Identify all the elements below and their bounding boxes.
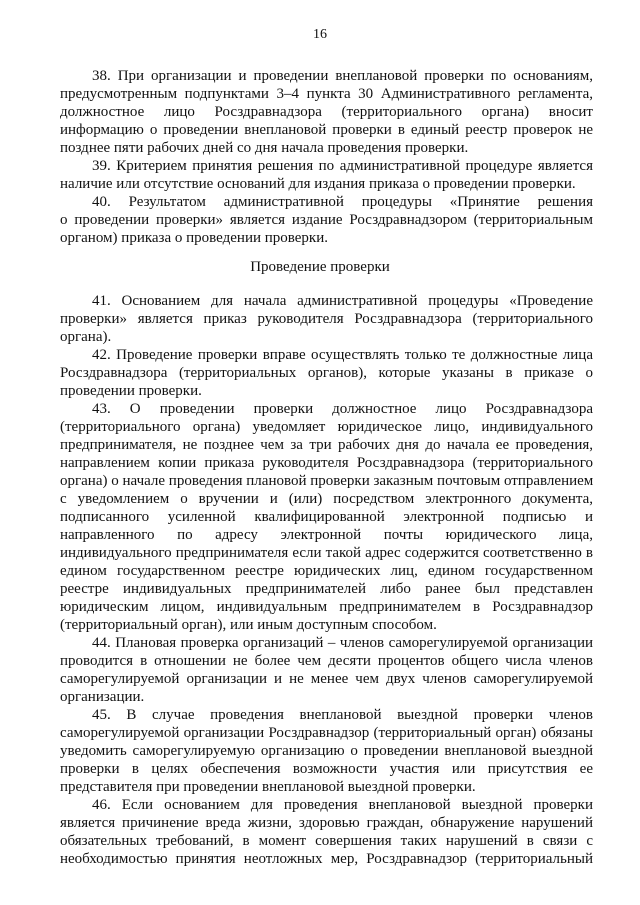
- text-line: предусмотренным подпунктами 3–4 пункта 30 Административного регламента,: [60, 86, 593, 102]
- text-line: должностное лицо Росздравнадзора (территориального органа) вносит: [60, 104, 593, 120]
- text-line: 38. При организации и проведении внеплановой проверки по основаниям,: [92, 68, 593, 84]
- text-line: органа).: [60, 329, 112, 345]
- text-line: наличие или отсутствие оснований для издания приказа о проведении проверки.: [60, 176, 576, 192]
- text-line: информацию о проведении внеплановой проверки в единый реестр проверок не: [60, 122, 593, 138]
- text-line: 44. Плановая проверка организаций – членов саморегулируемой организации: [92, 635, 593, 651]
- text-line: индивидуального предпринимателя если такой адрес содержится соответственно в: [60, 545, 593, 561]
- text-line: проведении проверки.: [60, 383, 202, 399]
- text-line: предпринимателя, не позднее чем за три рабочих дня до начала ее проведения,: [60, 437, 593, 453]
- text-line: проверки в целях обеспечения возможности участия или присутствия ее: [60, 761, 593, 777]
- text-line: с уведомлением о вручении и (или) посредством электронного документа,: [60, 491, 593, 507]
- text-line: саморегулируемой организации Росздравнадзор (территориальный орган) обязаны: [60, 725, 593, 741]
- text-line: 45. В случае проведения внеплановой выездной проверки членов: [92, 707, 593, 723]
- text-line: органом) приказа о проведении проверки.: [60, 230, 328, 246]
- text-line: 41. Основанием для начала административной процедуры «Проведение: [92, 293, 593, 309]
- text-line: проверки» является приказ руководителя Росздравнадзора (территориального: [60, 311, 593, 327]
- text-line: юридическим лицом, индивидуальным предпринимателем в Росздравнадзор: [60, 599, 593, 615]
- text-line: обязательных требований, в момент совершения таких нарушений в связи с: [60, 833, 593, 849]
- text-line: является причинение вреда жизни, здоровью граждан, обнаружение нарушений: [60, 815, 593, 831]
- text-line: органа) о начале проведения плановой проверки заказным почтовым отправлением: [60, 473, 594, 489]
- text-line: (территориального органа) уведомляет юридическое лицо, индивидуального: [60, 419, 593, 435]
- text-line: 43. О проведении проверки должностное лицо Росздравнадзора: [92, 401, 593, 417]
- text-line: организации.: [60, 689, 145, 705]
- section-heading: Проведение проверки: [250, 259, 390, 275]
- text-line: направленного по адресу электронной почты юридического лица,: [60, 527, 593, 543]
- text-line: 46. Если основанием для проведения внеплановой выездной проверки: [92, 797, 593, 813]
- text-line: саморегулируемой организации и не менее чем двух членов саморегулируемой: [60, 671, 593, 687]
- text-line: (территориальный орган), или иным доступным способом.: [60, 617, 437, 633]
- text-line: едином государственном реестре юридических лиц, едином государственном: [60, 563, 593, 579]
- text-line: 40. Результатом административной процедуры «Принятие решения: [92, 194, 593, 210]
- text-line: проводится в отношении не более чем десяти процентов общего числа членов: [60, 653, 593, 669]
- text-line: необходимостью принятия неотложных мер, Росздравнадзор (территориальный: [60, 851, 593, 867]
- text-line: позднее пяти рабочих дней со дня начала проведения проверки.: [60, 140, 469, 156]
- text-line: представителя при проведении внеплановой выездной проверки.: [60, 779, 476, 795]
- text-line: реестре индивидуальных предпринимателей либо ранее был представлен: [60, 581, 593, 597]
- page-number: 16: [313, 27, 327, 42]
- text-line: 42. Проведение проверки вправе осуществлять только те должностные лица: [92, 347, 593, 363]
- text-line: 39. Критерием принятия решения по административной процедуре является: [92, 158, 593, 174]
- text-line: подписанного усиленной квалифицированной электронной подписью и: [60, 509, 593, 525]
- text-line: о проведении проверки» является издание Росздравнадзором (территориальным: [60, 212, 593, 228]
- text-line: Росздравнадзора (территориальных органов), которые указаны в приказе о: [60, 365, 593, 381]
- text-line: направлением копии приказа руководителя Росздравнадзора (территориального: [60, 455, 593, 471]
- text-line: уведомить саморегулируемую организацию о проведении внеплановой выездной: [60, 743, 593, 759]
